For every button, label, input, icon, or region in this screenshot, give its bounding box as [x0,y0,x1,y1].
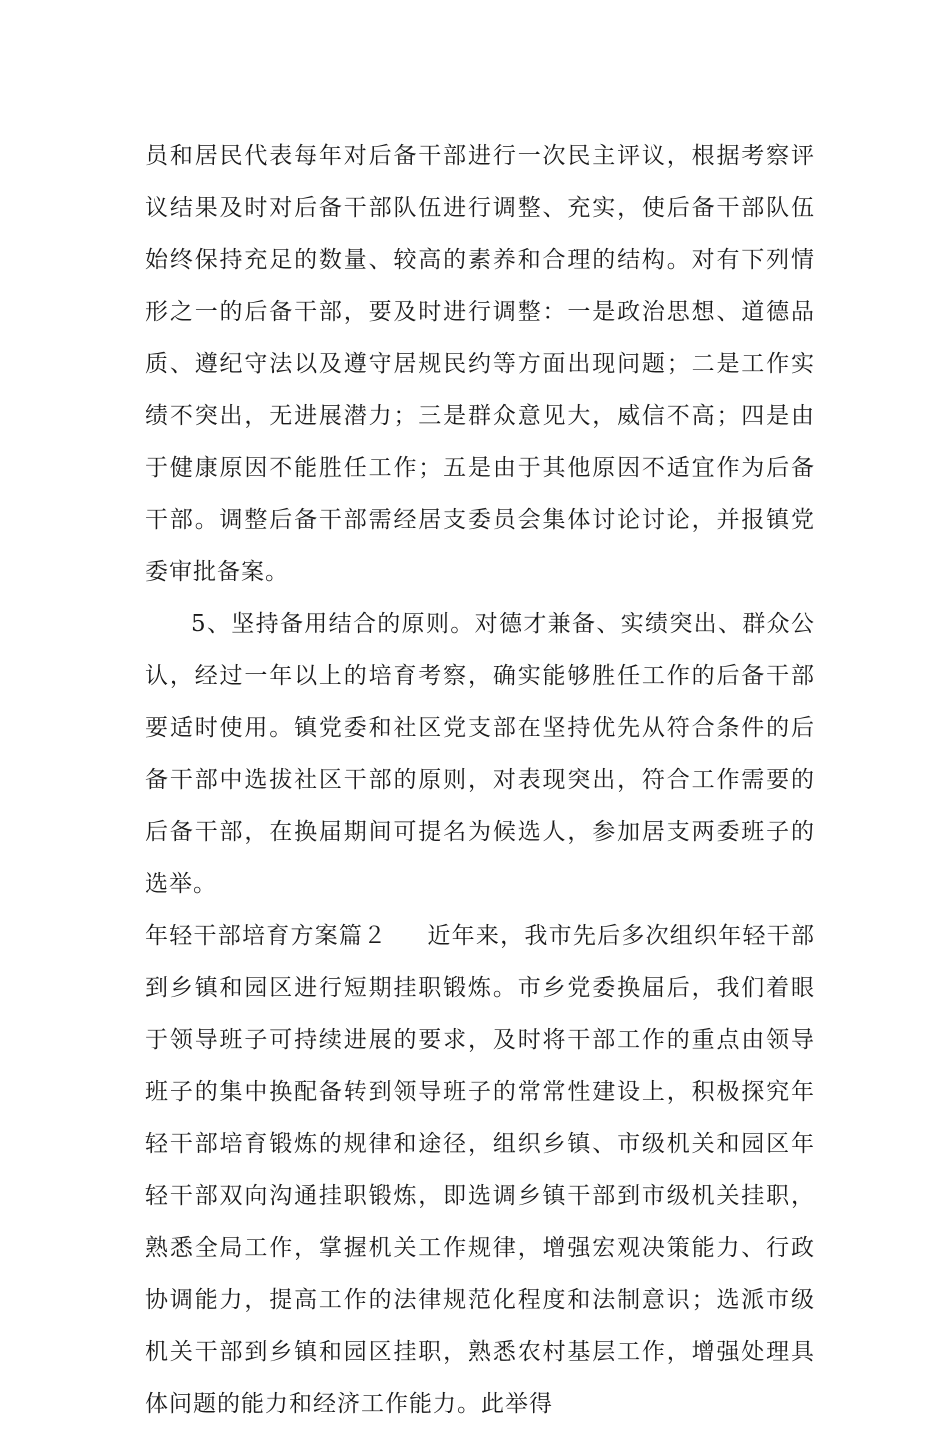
document-page [145,130,815,1430]
paragraph-appointment-principle: 5、坚持备用结合的原则。对德才兼备、实绩突出、群众公认，经过一年以上的培育考察，确实能够胜任工作的后备干部要适时使用。镇党委和社区党支部在坚持优先从符合条件的后备干部中选拔社区干部的原则，对表现突出，符合工作需要的后备干部，在换届期间可提名为候选人，参加居支两委班子的选举。 [145,611,815,897]
paragraph-section-2 [145,910,815,1430]
paragraph-reserve-cadre-adjustment: 员和居民代表每年对后备干部进行一次民主评议，根据考察评议结果及时对后备干部队伍进行调整、充实，使后备干部队伍始终保持充足的数量、较高的素养和合理的结构。对有下列情形之一的后备干部，要及时进行调整：一是政治思想、道德品质、遵纪守法以及遵守居规民约等方面出现问题；二是工作实绩不突出，无进展潜力；三是群众意见大，威信不高；四是由于健康原因不能胜任工作；五是由于其他原因不适宜作为后备干部。调整后备干部需经居支委员会集体讨论讨论，并报镇党委审批备案。 [145,143,815,585]
section-heading: 年轻干部培育方案篇２ [145,923,388,949]
paragraph-secondment-program: 近年来，我市先后多次组织年轻干部到乡镇和园区进行短期挂职锻炼。市乡党委换届后，我们着眼于领导班子可持续进展的要求，及时将干部工作的重点由领导班子的集中换配备转到领导班子的常常性建设上，积极探究年轻干部培育锻炼的规律和途径，组织乡镇、市级机关和园区年轻干部双向沟通挂职锻炼，即选调乡镇干部到市级机关挂职，熟悉全局工作，掌握机关工作规律，增强宏观决策能力、行政协调能力，提高工作的法律规范化程度和法制意识；选派市级机关干部到乡镇和园区挂职，熟悉农村基层工作，增强处理具体问题的能力和经济工作能力。此举得 [145,923,816,1417]
